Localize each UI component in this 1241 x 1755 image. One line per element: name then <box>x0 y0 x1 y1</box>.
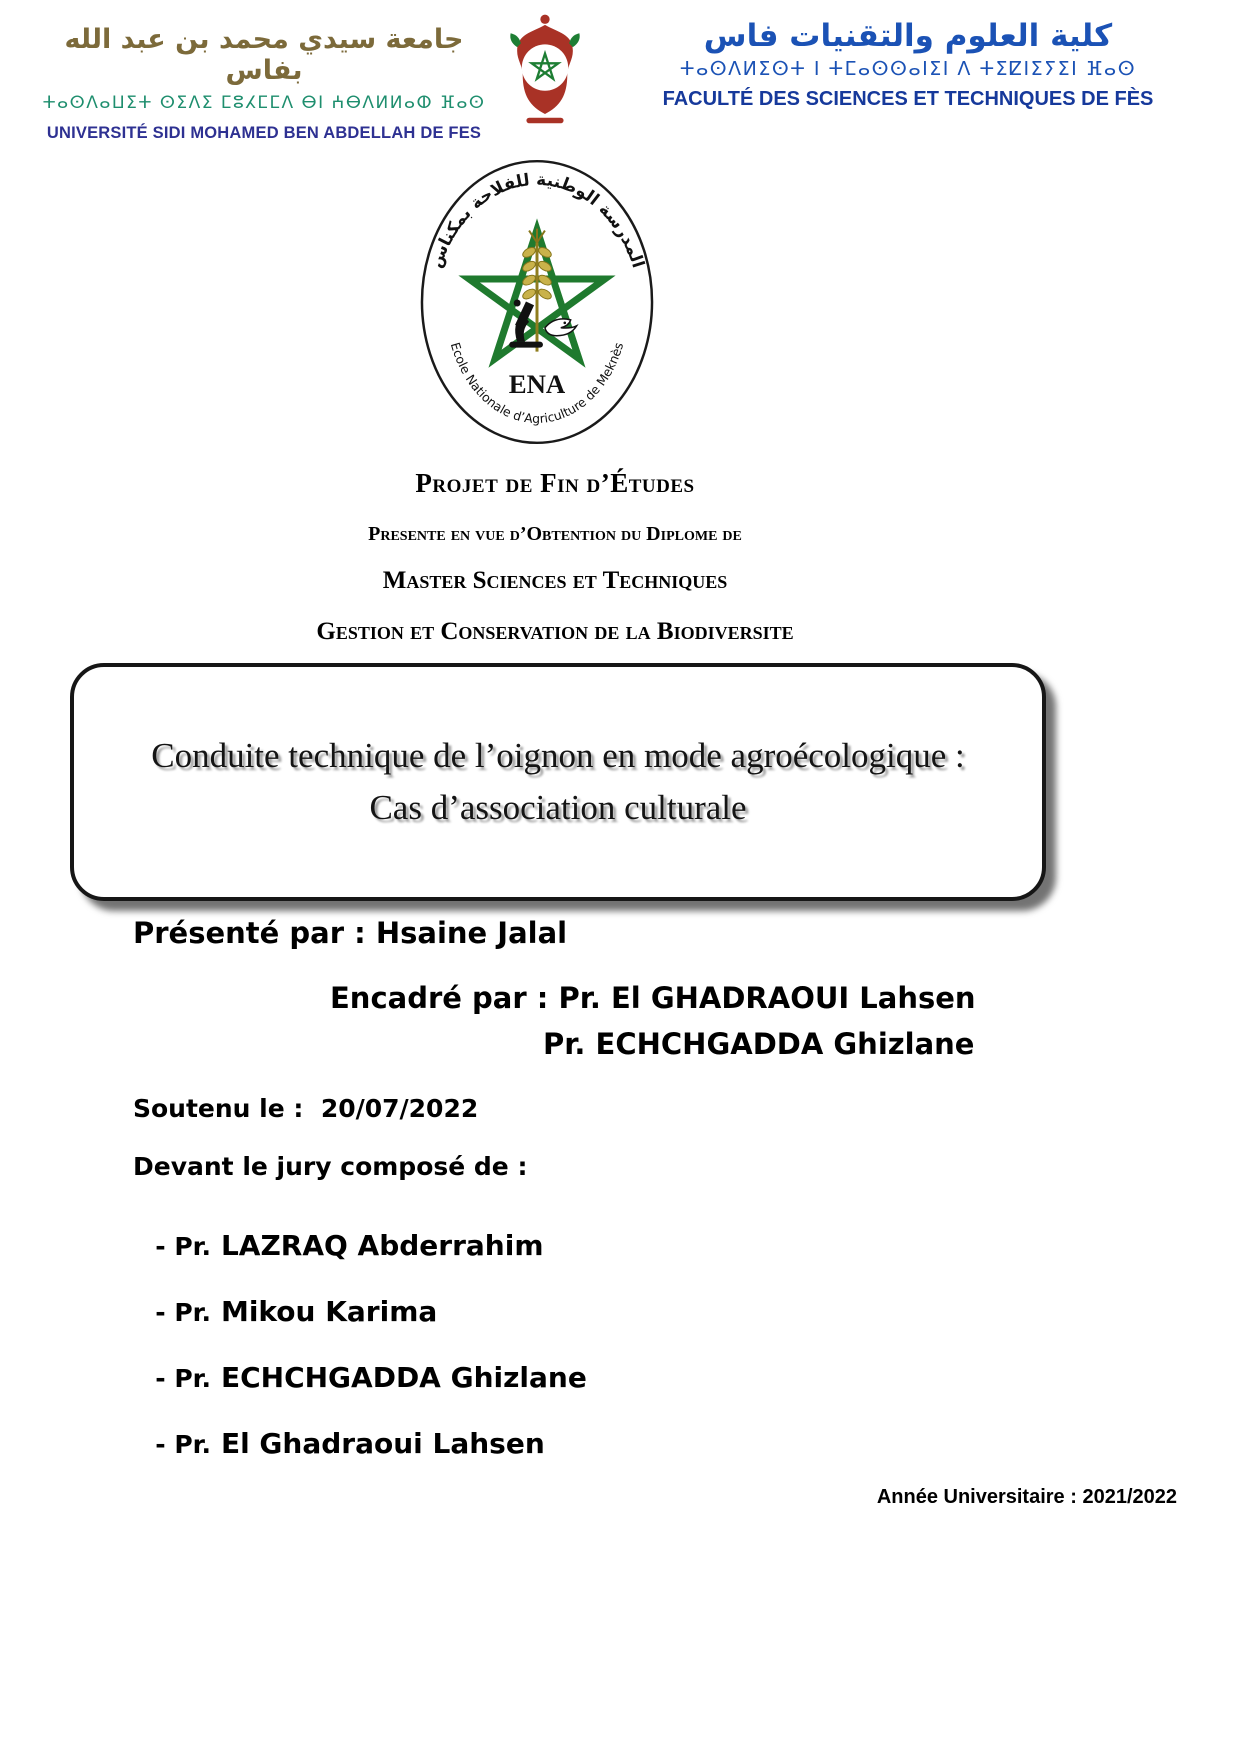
thesis-title-line1: Conduite technique de l’oignon en mode agroécologique : <box>151 735 965 775</box>
jury-member <box>133 1408 545 1479</box>
jury-member <box>133 1210 544 1281</box>
faculty-name-french: FACULTÉ DES SCIENCES ET TECHNIQUES DE FÈS <box>662 88 1154 110</box>
university-name-tifinagh: ⵜⴰⵙⴷⴰⵡⵉⵜ ⵙⵉⴷⵉ ⵎⵓⵃⵎⵎⴷ ⴱⵏ ⵄⴱⴷⵍⵍⴰⵀ ⴼⴰⵙ <box>42 93 486 113</box>
ena-acronym: ENA <box>508 369 566 400</box>
thesis-title <box>151 730 965 835</box>
supervised-by-2: Pr. ECHCHGADDA Ghizlane <box>543 1027 975 1061</box>
supervised-by-1: Encadré par : Pr. El GHADRAOUI Lahsen <box>330 981 976 1015</box>
specialty-line: Gestion et Conservation de la Biodiversite <box>316 618 794 645</box>
front-matter <box>0 468 1110 646</box>
academic-year: Année Universitaire : 2021/2022 <box>876 1486 1177 1508</box>
university-name-french: UNIVERSITÉ SIDI MOHAMED BEN ABDELLAH DE FES <box>46 124 482 142</box>
university-emblem-icon <box>489 10 601 140</box>
university-header-left <box>40 24 488 143</box>
faculty-name-tifinagh: ⵜⴰⵙⴷⵍⵉⵙⵜ ⵏ ⵜⵎⴰⵙⵙⴰⵏⵉⵏ ⴷ ⵜⵉⵇⵏⵉⵢⵉⵏ ⴼⴰⵙ <box>679 58 1137 80</box>
emblem-base <box>526 118 563 124</box>
defense-date: Soutenu le : 20/07/2022 <box>133 1094 479 1123</box>
presented-by: Présenté par : Hsaine Jalal <box>133 916 568 950</box>
jury-member-prefix: - Pr. <box>155 1298 211 1327</box>
jury-member-name: LAZRAQ Abderrahim <box>220 1229 544 1262</box>
jury-member-prefix: - Pr. <box>155 1430 211 1459</box>
ena-logo-icon <box>418 156 656 448</box>
faculty-header-right <box>616 18 1200 111</box>
jury-member-name: ECHCHGADDA Ghizlane <box>220 1361 587 1394</box>
purpose-line: Presente en vue d’Obtention du Diplome de <box>368 523 742 545</box>
jury-member-prefix: - Pr. <box>155 1364 211 1393</box>
document-type: Projet de Fin d’Études <box>415 468 695 498</box>
jury-member <box>133 1276 437 1347</box>
ena-arabic-curved-text: المدرسة الوطنية للفلاحة بمكناس <box>424 168 649 271</box>
university-logo <box>489 10 601 140</box>
jury-member-prefix: - Pr. <box>155 1232 211 1261</box>
faculty-name-arabic: كلية العلوم والتقنيات فاس <box>703 18 1113 54</box>
jury-member-name: El Ghadraoui Lahsen <box>220 1427 545 1460</box>
degree-line: Master Sciences et Techniques <box>382 567 728 594</box>
thesis-title-box <box>70 663 1046 901</box>
thesis-title-line2: Cas d’association culturale <box>369 788 747 827</box>
jury-member <box>133 1342 587 1413</box>
ena-french-curved-text: Ecole Nationale d’Agriculture de Meknès <box>447 340 627 426</box>
university-name-arabic: جامعة سيدي محمد بن عبد الله بفاس <box>64 24 464 86</box>
ena-logo <box>418 156 656 448</box>
jury-member-name: Mikou Karima <box>220 1295 438 1328</box>
emblem-finial <box>540 15 549 24</box>
jury-intro: Devant le jury composé de : <box>133 1152 528 1181</box>
